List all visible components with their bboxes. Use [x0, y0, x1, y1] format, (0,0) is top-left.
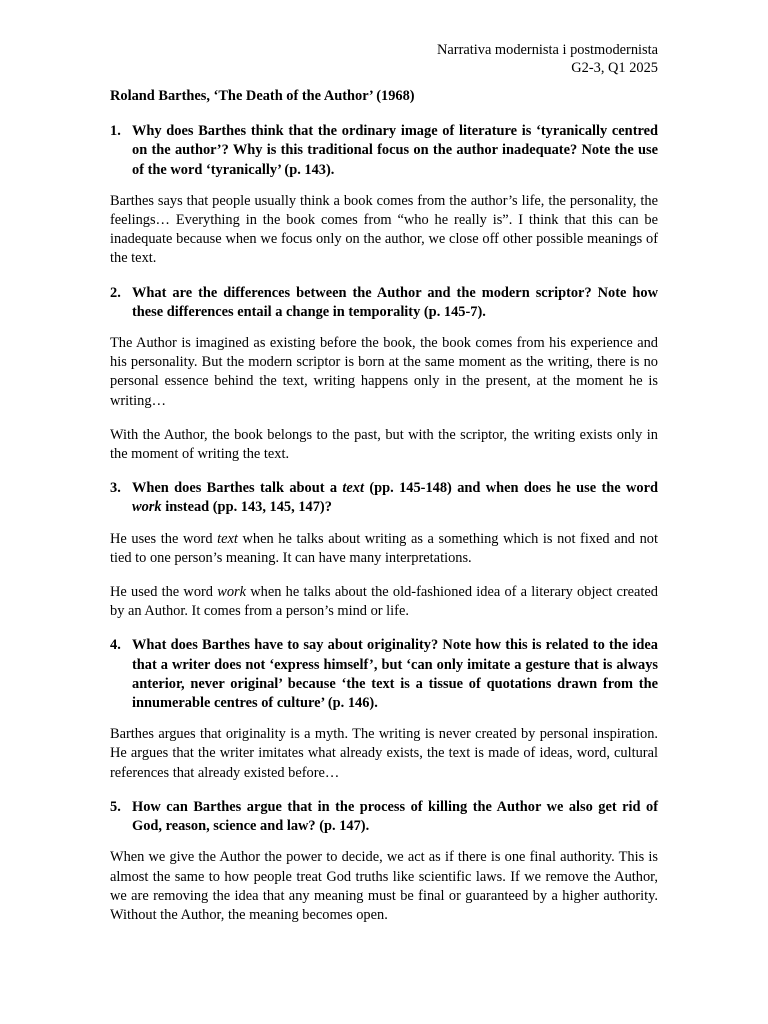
question-text-part: instead (pp. 143, 145, 147)?: [161, 499, 332, 516]
question-3: [110, 479, 658, 517]
question-text: [132, 479, 658, 517]
question-number: 1.: [110, 123, 121, 140]
answer-1: Barthes says that people usually think a book comes from the author’s life, the personality, the feelings… Everything in the book comes from “who he really is”. I think that this can be inadequate because when we focus only on the author, we close off other possible meanings of the text.: [110, 192, 658, 267]
document-body: [110, 87, 658, 940]
page-header: [437, 42, 658, 77]
question-text: Why does Barthes think that the ordinary image of literature is ‘tyranically centred on the author’? Why is this traditional focus on the author inadequate? Note the use of the word ‘tyranically’ (p. 143).: [132, 123, 658, 178]
answer-3-paragraph-1: [110, 530, 658, 568]
question-text: What are the differences between the Author and the modern scriptor? Note how these differences entail a change in temporality (p. 145-7).: [132, 284, 658, 320]
question-text: How can Barthes argue that in the process of killing the Author we also get rid of God, reason, science and law? (p. 147).: [132, 798, 658, 835]
question-number: 3.: [110, 480, 121, 497]
answer-emphasis: work: [217, 584, 247, 601]
question-1: [110, 122, 658, 180]
answer-emphasis: text: [217, 530, 238, 547]
answer-4: Barthes argues that originality is a myth. The writing is never created by personal inspiration. He argues that the writer imitates what already exists, the text is made of ideas, word, cultural references that already existed before…: [110, 726, 658, 781]
answer-2-paragraph-2: With the Author, the book belongs to the past, but with the scriptor, the writing exists only in the moment of writing the text.: [110, 426, 658, 463]
course-group: G2-3, Q1 2025: [571, 59, 658, 76]
document-title: Roland Barthes, ‘The Death of the Author’ (1968): [110, 88, 415, 104]
question-emphasis: work: [132, 499, 162, 516]
question-text: What does Barthes have to say about originality? Note how this is related to the idea that a writer does not ‘express himself’, but ‘can only imitate a gesture that is always anterior, never original’ because ‘the text is a tissue of quotations drawn from the innumerable centres of culture’ (p. 146).: [132, 637, 658, 712]
answer-5: When we give the Author the power to decide, we act as if there is one final authority. This is almost the same to how people treat God truths like scientific laws. If we remove the Author, we are removing the idea that any meaning must be final or guaranteed by a higher authority. Without the Author, the meaning becomes open.: [110, 849, 658, 923]
question-emphasis: text: [342, 480, 364, 497]
question-number: 2.: [110, 284, 121, 301]
answer-text-part: when he talks about the old-fashioned idea of a literary object created by an Author. It comes from a person’s mind or life.: [110, 584, 658, 620]
question-text-part: When does Barthes talk about a: [132, 480, 343, 497]
question-number: 5.: [110, 798, 121, 815]
answer-text-part: He used the word: [110, 584, 218, 601]
question-4: [110, 636, 658, 713]
answer-2-paragraph-1: The Author is imagined as existing before the book, the book comes from his experience and his personality. But the modern scriptor is born at the same moment as the writing, there is no personal essence behind the text, writing happens only in the present, at the moment he is writing…: [110, 335, 658, 409]
question-number: 4.: [110, 637, 121, 654]
answer-text-part: when he talks about writing as a something which is not fixed and not tied to one person’s meaning. It can have many interpretations.: [110, 530, 658, 566]
answer-3-paragraph-2: [110, 583, 658, 621]
course-title: Narrativa modernista i postmodernista: [437, 42, 658, 58]
question-5: [110, 798, 658, 836]
question-text-part: (pp. 145-148) and when does he use the word: [364, 480, 658, 497]
question-2: [110, 284, 658, 322]
answer-text-part: He uses the word: [110, 530, 218, 547]
